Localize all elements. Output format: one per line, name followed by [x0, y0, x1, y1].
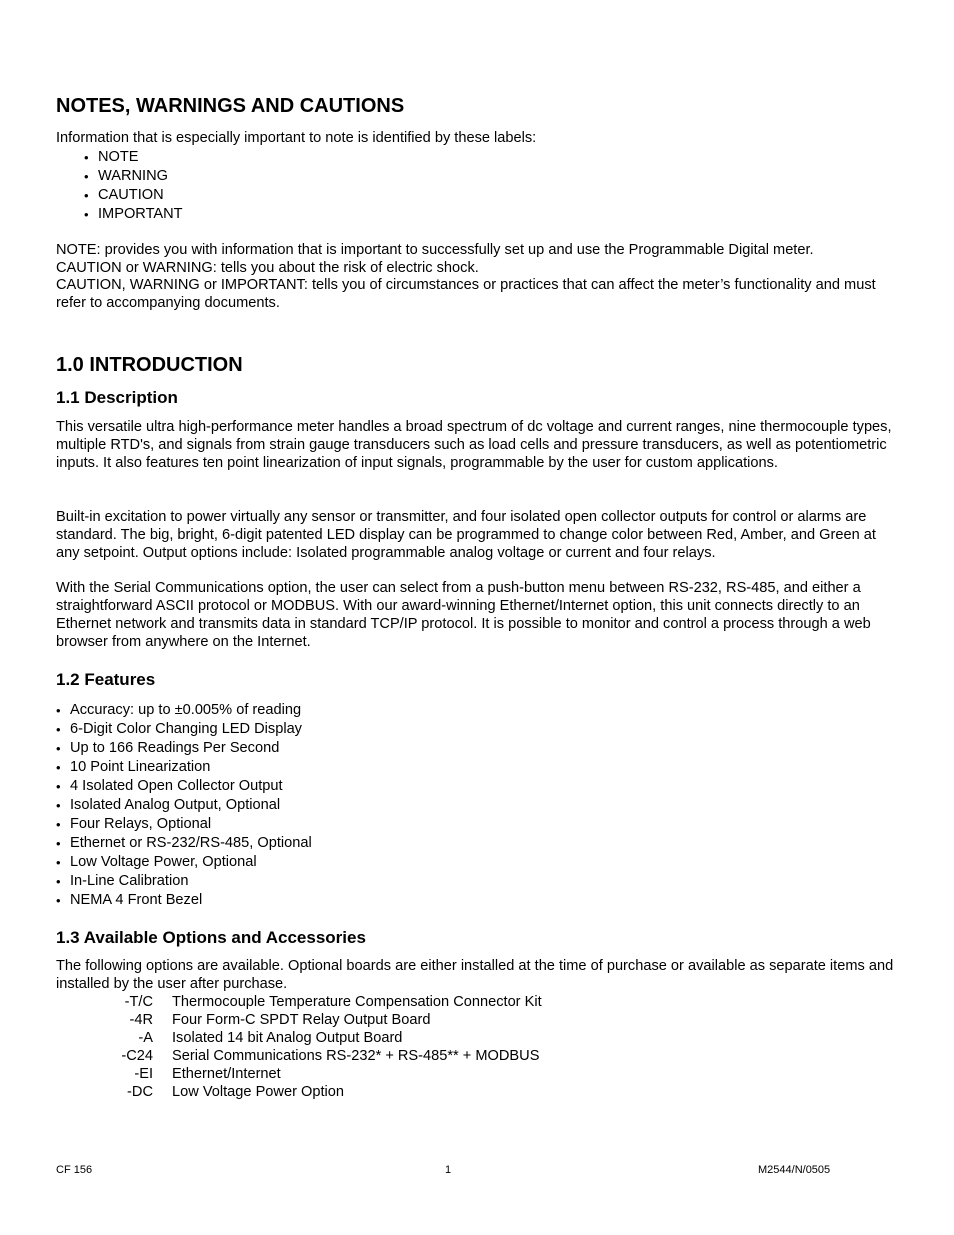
list-item: • Ethernet or RS-232/RS-485, Optional: [56, 834, 312, 853]
notes-heading: NOTES, WARNINGS AND CAUTIONS: [56, 95, 405, 117]
option-description: Serial Communications RS-232* + RS-485** + MODBUS: [172, 1048, 540, 1064]
options-intro: The following options are available. Optional boards are either installed at the time of purchase or available as separate items and installed by the user after purchase.: [56, 958, 894, 992]
list-item: • Accuracy: up to ±0.005% of reading: [56, 701, 312, 720]
list-item: • Four Relays, Optional: [56, 815, 312, 834]
important-line: CAUTION, WARNING or IMPORTANT: tells you of circumstances or practices that can affect the meter’s functionality and must refer to accompanying documents.: [56, 277, 876, 311]
description-paragraph: Built-in excitation to power virtually any sensor or transmitter, and four isolated open collector outputs for control or alarms are standard. The big, bright, 6-digit patented LED display can be programmed to change color between Red, Amber, and Green at any setpoint. Output options include: Isolated programmable analog voltage or current and four relays.: [56, 509, 876, 561]
notes-intro: Information that is especially important to note is identified by these labels:: [56, 130, 537, 146]
list-item: • 6-Digit Color Changing LED Display: [56, 720, 312, 739]
option-code: -4R: [129, 1012, 153, 1028]
option-description: Four Form-C SPDT Relay Output Board: [172, 1012, 431, 1028]
page-number: 1: [445, 1164, 452, 1176]
features-heading: 1.2 Features: [56, 670, 156, 689]
description-heading: 1.1 Description: [56, 388, 178, 407]
introduction-heading: 1.0 INTRODUCTION: [56, 354, 243, 376]
list-item: • IMPORTANT: [84, 205, 183, 224]
note-line: NOTE: provides you with information that is important to successfully set up and use the Programmable Digital meter.: [56, 242, 814, 258]
options-heading: 1.3 Available Options and Accessories: [56, 928, 366, 947]
list-item: • Low Voltage Power, Optional: [56, 853, 312, 872]
list-item: • 10 Point Linearization: [56, 758, 312, 777]
option-description: Isolated 14 bit Analog Output Board: [172, 1030, 403, 1046]
caution-line: CAUTION or WARNING: tells you about the risk of electric shock.: [56, 260, 479, 276]
footer-right: M2544/N/0505: [758, 1164, 831, 1176]
list-item: • NOTE: [84, 148, 183, 167]
option-row: [56, 1065, 542, 1083]
list-item: • In-Line Calibration: [56, 872, 312, 891]
option-description: Thermocouple Temperature Compensation Connector Kit: [172, 994, 542, 1010]
option-code: -A: [138, 1030, 153, 1046]
option-row: [56, 1029, 542, 1047]
list-item: • NEMA 4 Front Bezel: [56, 891, 312, 910]
list-item: • WARNING: [84, 167, 183, 186]
description-paragraph: With the Serial Communications option, the user can select from a push-button menu between RS-232, RS-485, and either a straightforward ASCII protocol or MODBUS. With our award-winning Ethernet/Internet option, this unit connects directly to an Ethernet network and transmits data in standard TCP/IP protocol. It is possible to monitor and control a process through a web browser from anywhere on the Internet.: [56, 580, 871, 650]
notes-label-list: [84, 148, 183, 224]
option-row: [56, 1083, 542, 1101]
options-list: [56, 993, 542, 1101]
option-row: [56, 993, 542, 1011]
option-code: -C24: [121, 1048, 153, 1064]
list-item: • Isolated Analog Output, Optional: [56, 796, 312, 815]
features-list: [56, 701, 312, 910]
option-description: Low Voltage Power Option: [172, 1084, 344, 1100]
option-row: [56, 1047, 542, 1065]
list-item: • 4 Isolated Open Collector Output: [56, 777, 312, 796]
option-row: [56, 1011, 542, 1029]
option-code: -DC: [127, 1084, 153, 1100]
option-description: Ethernet/Internet: [172, 1066, 281, 1082]
list-item: • Up to 166 Readings Per Second: [56, 739, 312, 758]
footer-left: CF 156: [56, 1164, 93, 1176]
description-paragraph: This versatile ultra high-performance meter handles a broad spectrum of dc voltage and current ranges, nine thermocouple types, multiple RTD's, and signals from strain gauge transducers such as load cells and pressure transducers, as well as potentiometric inputs. It also features ten point linearization of input signals, programmable by the user for custom applications.: [56, 419, 892, 471]
list-item: • CAUTION: [84, 186, 183, 205]
option-code: -T/C: [124, 994, 153, 1010]
option-code: -EI: [134, 1066, 153, 1082]
